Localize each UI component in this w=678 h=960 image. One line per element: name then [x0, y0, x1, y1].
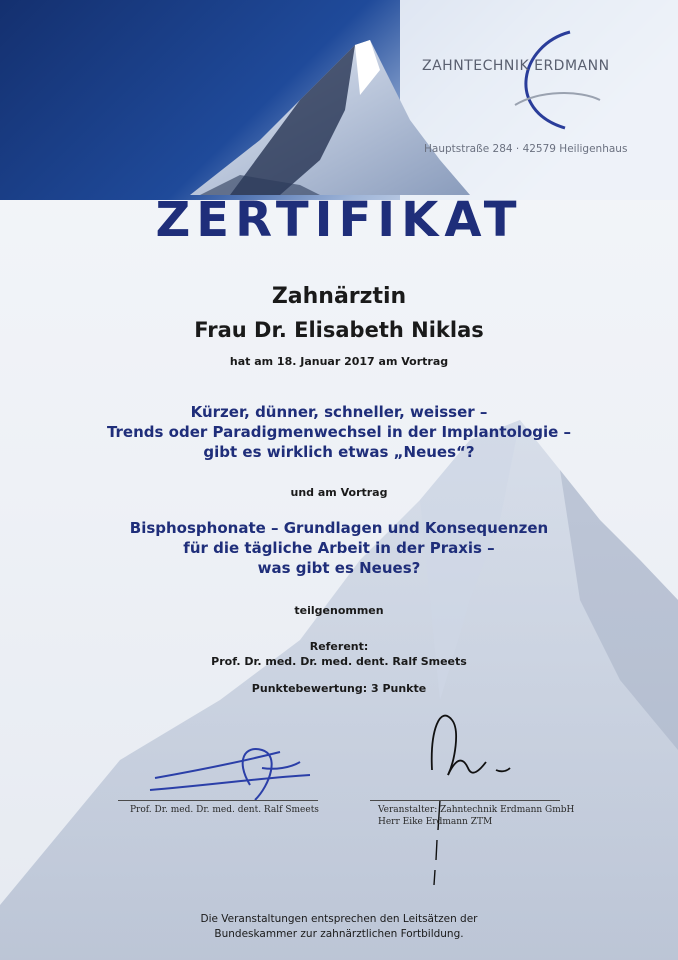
- lecture-2-line: Bisphosphonate – Grundlagen und Konsequenzen: [129, 519, 549, 537]
- participated-text: teilgenommen: [294, 604, 384, 617]
- recipient-title: Zahnärztin: [271, 284, 407, 309]
- lecture-1-line: Trends oder Paradigmenwechsel in der Implantologie –: [106, 423, 572, 441]
- lecture-2-line: für die tägliche Arbeit in der Praxis –: [183, 539, 495, 557]
- left-signature-caption: Prof. Dr. med. Dr. med. dent. Ralf Smeets: [130, 805, 319, 815]
- footer-line: Die Veranstaltungen entsprechen den Leitsätzen der: [200, 913, 478, 925]
- left-signature-line: [118, 800, 318, 801]
- right-signature-line: [370, 800, 560, 801]
- lecture-1-line: Kürzer, dünner, schneller, weisser –: [190, 403, 488, 421]
- lecture-1-line: gibt es wirklich etwas „Neues“?: [203, 443, 475, 461]
- footer-line: Bundeskammer zur zahnärztlichen Fortbildung.: [214, 928, 464, 940]
- brand-name: ZAHNTECHNIK ERDMANN: [422, 58, 610, 74]
- points-rating: Punktebewertung: 3 Punkte: [251, 682, 427, 695]
- and-line: und am Vortrag: [290, 486, 388, 499]
- lecture-2-line: was gibt es Neues?: [257, 559, 421, 577]
- right-signature-caption-2: Herr Eike Erdmann ZTM: [378, 817, 493, 827]
- referent-name: Prof. Dr. med. Dr. med. dent. Ralf Smeets: [211, 655, 467, 668]
- certificate-title: ZERTIFIKAT: [155, 192, 523, 248]
- footer-note: [0, 912, 678, 942]
- company-address: Hauptstraße 284 · 42579 Heiligenhaus: [424, 143, 628, 155]
- referent-label: Referent:: [309, 640, 369, 653]
- right-signature-caption-1: Veranstalter: Zahntechnik Erdmann GmbH: [378, 805, 575, 815]
- recipient-name: Frau Dr. Elisabeth Niklas: [194, 318, 484, 342]
- left-signature: [150, 749, 310, 800]
- date-line: hat am 18. Januar 2017 am Vortrag: [229, 355, 449, 368]
